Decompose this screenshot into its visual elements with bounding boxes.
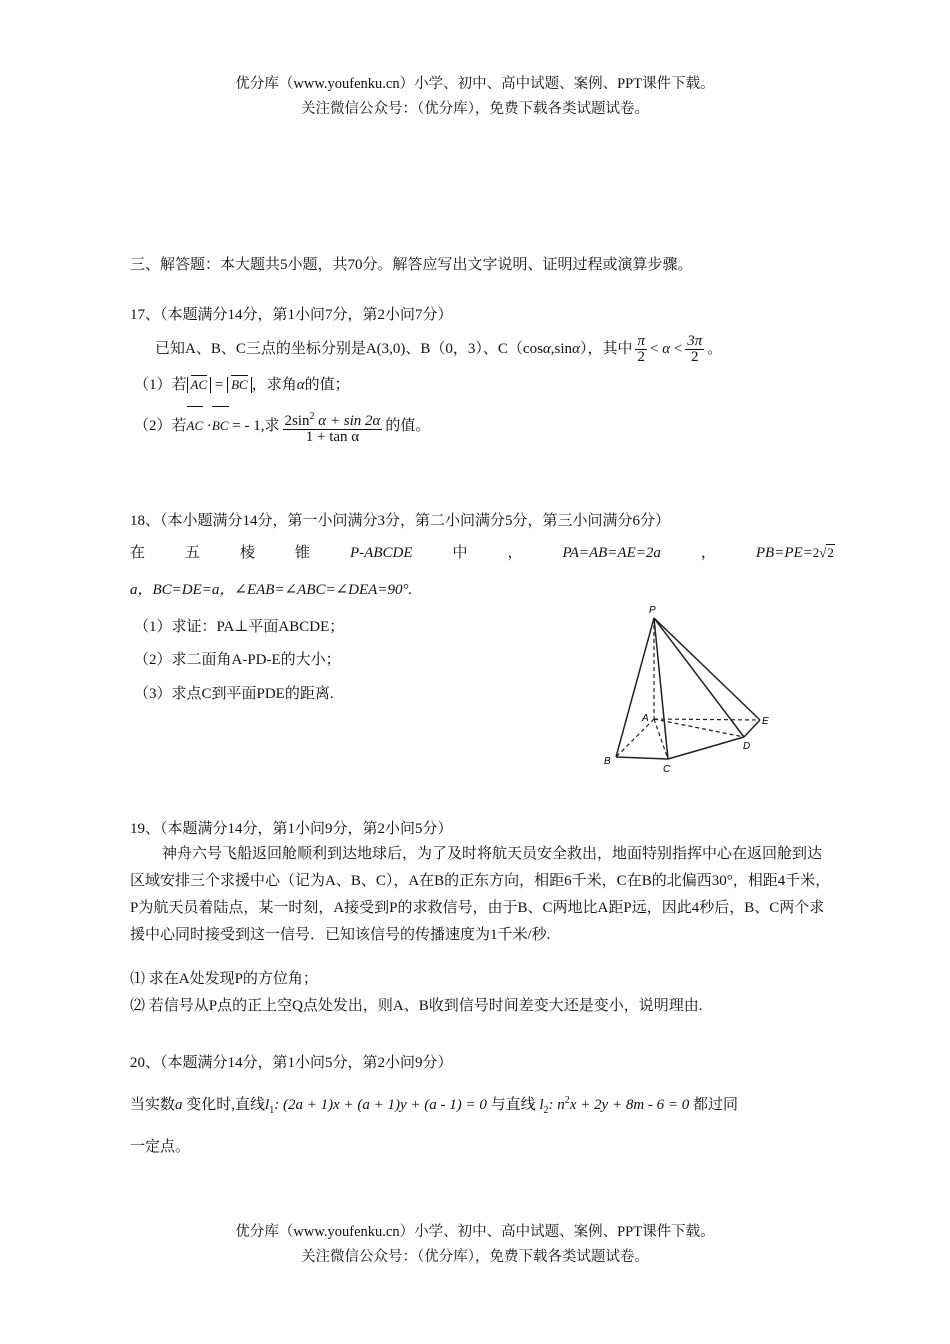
abs-bc (227, 377, 252, 393)
q17-stem-text: 已知A、B、C三点的坐标分别是A(3,0)、B（0，3）、C（cos (155, 341, 543, 357)
word: 中 (452, 545, 468, 561)
sqrt-radicand: 2 (827, 545, 834, 560)
part-text-end: 的值； (304, 377, 350, 393)
alpha-symbol: α (296, 377, 305, 393)
q20-stem (130, 1088, 835, 1124)
edge-cd (668, 737, 744, 759)
numerator-a: 2sin (284, 412, 310, 429)
q18-part-2: （2）求二面角A-PD-E的大小； (134, 652, 341, 668)
label-e: E (762, 716, 769, 727)
word: ， (507, 545, 523, 561)
fraction-numerator: 3π (687, 333, 703, 350)
equals-minus-one: = - 1 (232, 418, 261, 434)
spread-row (130, 542, 835, 564)
sin-text: sin (554, 341, 573, 357)
fraction-denominator: 1 + tan α (305, 428, 360, 445)
word-pyramid-name: P-ABCDE (350, 545, 413, 561)
edge-pb (616, 618, 654, 757)
word-equation: PB=PE= (755, 545, 813, 561)
q18-part-1: （1）求证：PA⊥平面ABCDE； (134, 619, 345, 635)
label-d: D (743, 741, 751, 752)
label-b: B (604, 756, 611, 767)
vector-ac: AC (187, 408, 204, 444)
edge-de (744, 720, 760, 737)
edge-ae (654, 719, 760, 720)
vector-ac: AC (190, 377, 208, 392)
edge-pe (654, 618, 760, 720)
l2-equation-a: : n (548, 1097, 565, 1113)
variable-a: a (175, 1097, 183, 1113)
vector-bc: BC (231, 377, 248, 392)
part-text: ，求角 (251, 377, 297, 393)
fraction-denominator: 2 (691, 349, 699, 366)
numerator-b: α + sin 2α (318, 412, 381, 429)
q17-header: 17、（本题满分14分，第1小问7分，第2小问7分） (130, 307, 453, 323)
fraction-denominator: 2 (637, 349, 645, 366)
pi-over-2-fraction (635, 334, 647, 365)
vector-bc: BC (212, 408, 229, 444)
equals: = (214, 377, 224, 393)
alpha-symbol: α (542, 341, 551, 357)
fraction-numerator (283, 409, 383, 430)
period: 。 (707, 341, 723, 357)
footer-line-2: 关注微信公众号：（优分库），免费下载各类试题试卷。 (301, 1249, 649, 1265)
header-line-1: 优分库（www.youfenku.cn）小学、初中、高中试题、案例、PPT课件下载。 (235, 76, 715, 92)
q18-header: 18、（本小题满分14分，第一小问满分3分，第二小问满分5分，第三小问满分6分） (130, 513, 671, 529)
part-label: （2）若 (134, 418, 187, 434)
section-title: 三、解答题：本大题共5小题，共70分。解答应写出文字说明、证明过程或演算步骤。 (130, 257, 693, 273)
part-text-end: 的值。 (385, 418, 431, 434)
subscript: 1 (269, 1105, 275, 1116)
label-c: C (663, 764, 671, 775)
q20-line-2: 一定点。 (130, 1139, 191, 1155)
exponent: 2 (309, 410, 315, 422)
comma: , (550, 341, 555, 357)
word: ， (700, 545, 716, 561)
part-label: （1）若 (134, 377, 187, 393)
q20-text: 当实数 (130, 1097, 176, 1113)
exponent: 2 (564, 1095, 570, 1106)
q17-part-2 (134, 408, 839, 445)
q17-stem (155, 332, 860, 366)
word: 五 (185, 545, 201, 561)
q19-body (130, 841, 835, 949)
q20-text: 与直线 (490, 1097, 536, 1113)
word: 在 (130, 545, 146, 561)
q19-header: 19、（本题满分14分，第1小问9分，第2小问5分） (130, 821, 453, 837)
q19-body-text: 神舟六号飞船返回舱顺利到达地球后，为了及时将航天员安全救出，地面特别指挥中心在返回舱到达区域安排三个求援中心（记为A、B、C），A在B的正东方向，相距6千米，C在B的北偏西30°，相距4千米，P为航天员着陆点，某一时刻，A接受到P的求救信号，由于B、C两地比A距P远，因此4秒后，B、C两个求援中心同时接受到这一信号．已知该信号的传播速度为1千米/秒. (130, 846, 831, 943)
sqrt: √2 (819, 545, 834, 560)
label-a: A (642, 713, 649, 724)
abs-ac (187, 377, 212, 393)
word: 棱 (240, 545, 256, 561)
part-text: ,求 (260, 418, 280, 434)
footer-line-1: 优分库（www.youfenku.cn）小学、初中、高中试题、案例、PPT课件下载。 (235, 1224, 715, 1240)
less-than: < (649, 341, 659, 357)
less-than: < (673, 341, 683, 357)
dot-operator: · (206, 418, 212, 434)
line-l2: l (539, 1097, 544, 1113)
q18-part-3: （3）求点C到平面PDE的距离. (134, 686, 334, 702)
q18-stem-line-1 (130, 542, 835, 564)
pyramid-figure (598, 600, 788, 775)
q20-text: 变化时,直线 (186, 1097, 266, 1113)
fraction-numerator: π (637, 333, 645, 350)
q19-part-2: ⑵ 若信号从P点的正上空Q点处发出，则A、B收到信号时间差变大还是变小，说明理由. (130, 998, 703, 1014)
sqrt-coefficient: 2 (812, 545, 820, 560)
edge-pc (654, 618, 668, 759)
three-pi-over-2-fraction (685, 334, 704, 365)
q17-stem-text-2: ），其中 (579, 341, 633, 357)
label-p: P (649, 605, 656, 616)
line-l1: l (265, 1097, 270, 1113)
q19-part-1: ⑴ 求在A处发现P的方位角； (130, 971, 318, 987)
edge-bc (616, 757, 668, 759)
edge-ad (654, 719, 744, 737)
sqrt-expression (813, 545, 835, 560)
header-line-2: 关注微信公众号：（优分库），免费下载各类试题试卷。 (301, 101, 649, 117)
word-equation: PA=AB=AE=2a (562, 545, 661, 561)
q18-stem-line-2: a，BC=DE=a，∠EAB=∠ABC=∠DEA=90°. (130, 582, 413, 598)
q17-part-1 (134, 374, 839, 396)
q20-header: 20、（本题满分14分，第1小问5分，第2小问9分） (130, 1055, 453, 1071)
alpha-symbol: α (572, 341, 580, 357)
q20-text: 都过同 (693, 1097, 739, 1113)
trig-fraction (283, 409, 383, 445)
l1-equation: : (2a + 1)x + (a + 1)y + (a - 1) = 0 (274, 1097, 487, 1113)
word: 锥 (295, 545, 311, 561)
pb-pe-group (756, 542, 835, 564)
l2-equation-b: x + 2y + 8m - 6 = 0 (569, 1097, 690, 1113)
subscript: 2 (543, 1105, 549, 1116)
alpha-symbol: α (662, 341, 671, 357)
